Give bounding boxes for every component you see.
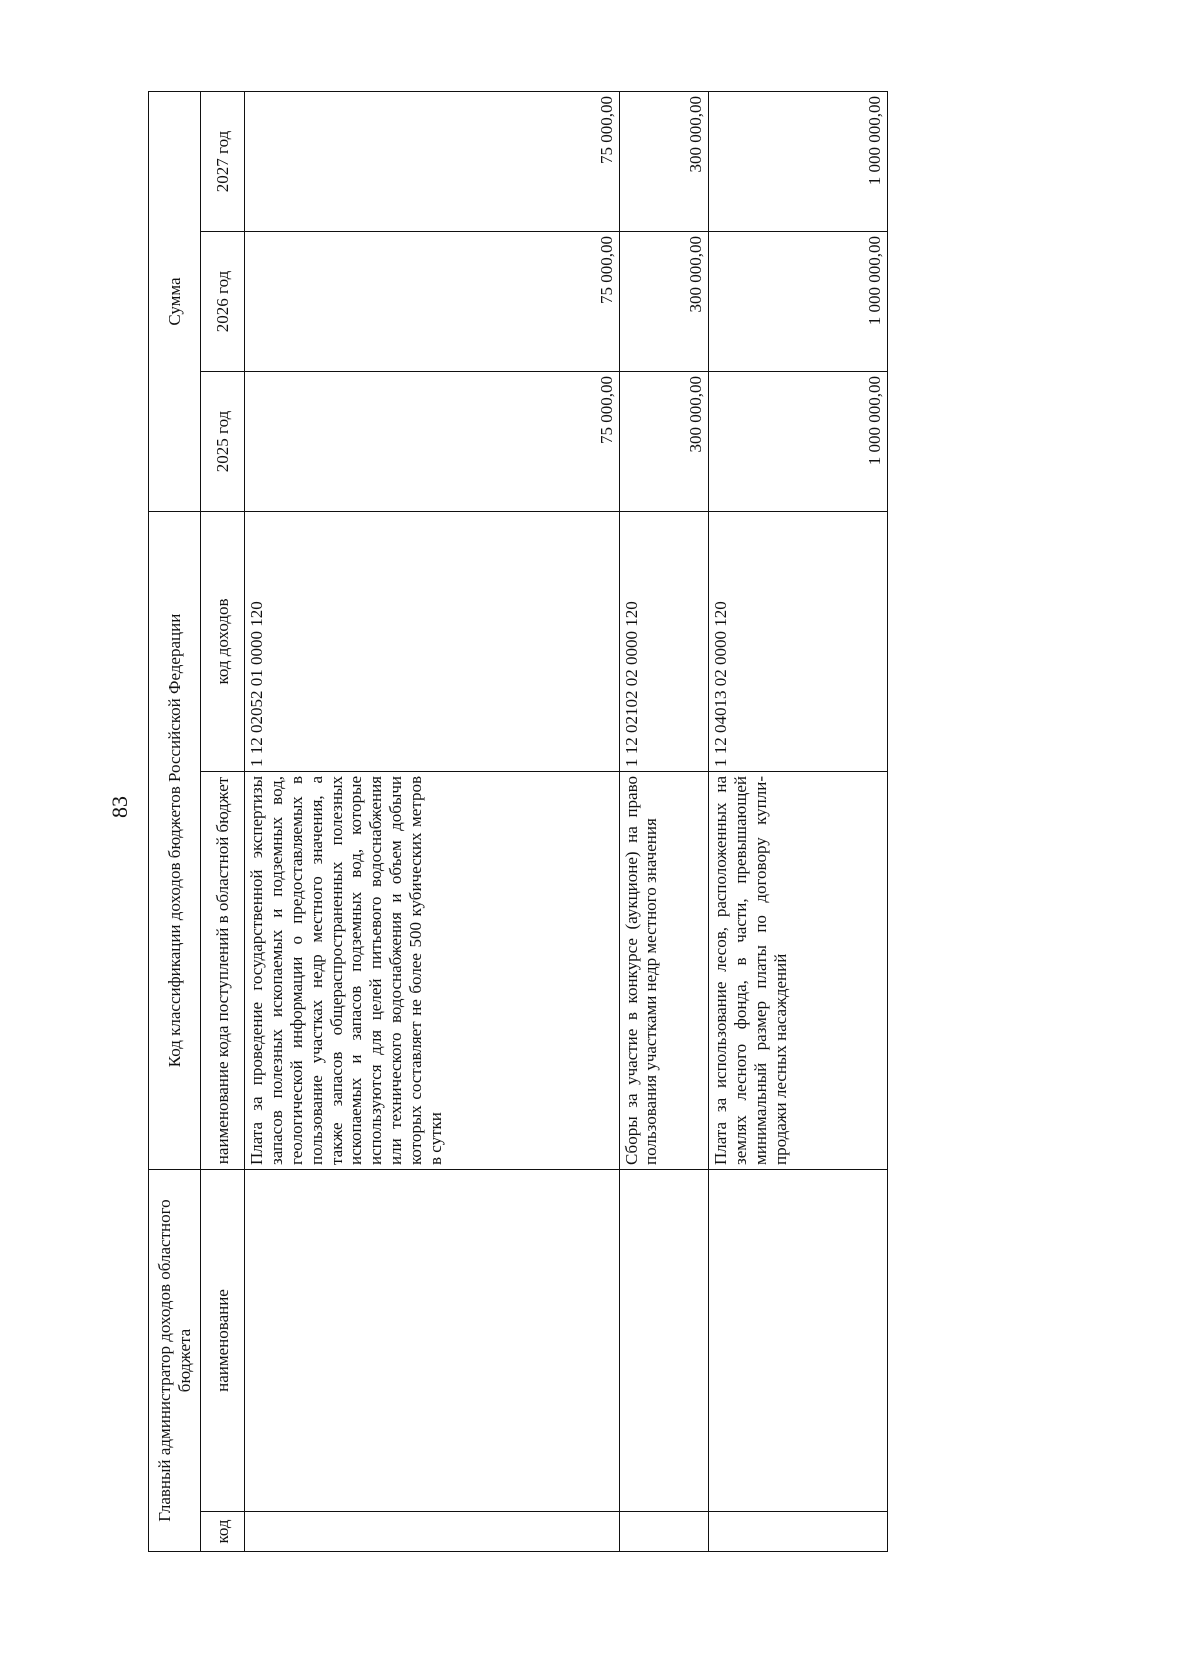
header-admin-name: наименование [201, 1170, 245, 1512]
header-row-columns [201, 91, 245, 1551]
cell-code [709, 1512, 888, 1552]
cell-amount-2027: 1 000 000,00 [709, 91, 888, 231]
cell-code [245, 1512, 620, 1552]
cell-admin-name [709, 1170, 888, 1512]
header-year-2025: 2025 год [201, 371, 245, 511]
table-row [245, 91, 620, 1551]
rotated-table-container [148, 92, 888, 1552]
cell-admin-name [245, 1170, 620, 1512]
cell-income-code: 1 12 02102 02 0000 120 [619, 511, 708, 771]
cell-amount-2025: 75 000,00 [245, 371, 620, 511]
cell-income-code: 1 12 02052 01 0000 120 [245, 511, 620, 771]
cell-amount-2027: 75 000,00 [245, 91, 620, 231]
cell-code [619, 1512, 708, 1552]
header-income-name: наименование кода поступлений в областной бюджет [201, 772, 245, 1170]
cell-income-name: Плата за использование лесов, расположенных на землях лесного фонда, в части, превышающей минимальный размер платы по договору купли-продажи лесных насаждений [709, 772, 888, 1170]
cell-amount-2026: 75 000,00 [245, 231, 620, 371]
header-year-2026: 2026 год [201, 231, 245, 371]
header-admin-group: Главный администратор доходов областного бюджета [149, 1170, 201, 1552]
cell-income-name: Плата за проведение государственной экспертизы запасов полезных ископаемых и подземных вод, геологической информации о предоставляемых в пользование участках недр местного значения, а также запасов общераспространенных полезных ископаемых и запасов подземных вод, которые используются для целей питьевого водоснабжения или технического водоснабжения и объем добычи которых составляет не более 500 кубических метров в сутки [245, 772, 620, 1170]
cell-amount-2027: 300 000,00 [619, 91, 708, 231]
header-year-2027: 2027 год [201, 91, 245, 231]
table-row [619, 91, 708, 1551]
income-classification-table [148, 91, 888, 1552]
header-sum-group: Сумма [149, 91, 201, 511]
header-income-code: код доходов [201, 511, 245, 771]
table-row [709, 91, 888, 1551]
cell-income-code: 1 12 04013 02 0000 120 [709, 511, 888, 771]
cell-amount-2026: 300 000,00 [619, 231, 708, 371]
page-number: 83 [107, 796, 132, 818]
header-code: код [201, 1512, 245, 1552]
cell-amount-2025: 300 000,00 [619, 371, 708, 511]
cell-income-name: Сборы за участие в конкурсе (аукционе) на право пользования участками недр местного значения [619, 772, 708, 1170]
header-row-groups [149, 91, 201, 1551]
cell-amount-2025: 1 000 000,00 [709, 371, 888, 511]
cell-admin-name [619, 1170, 708, 1512]
header-classification-group: Код классификации доходов бюджетов Российской Федерации [149, 511, 201, 1169]
cell-amount-2026: 1 000 000,00 [709, 231, 888, 371]
